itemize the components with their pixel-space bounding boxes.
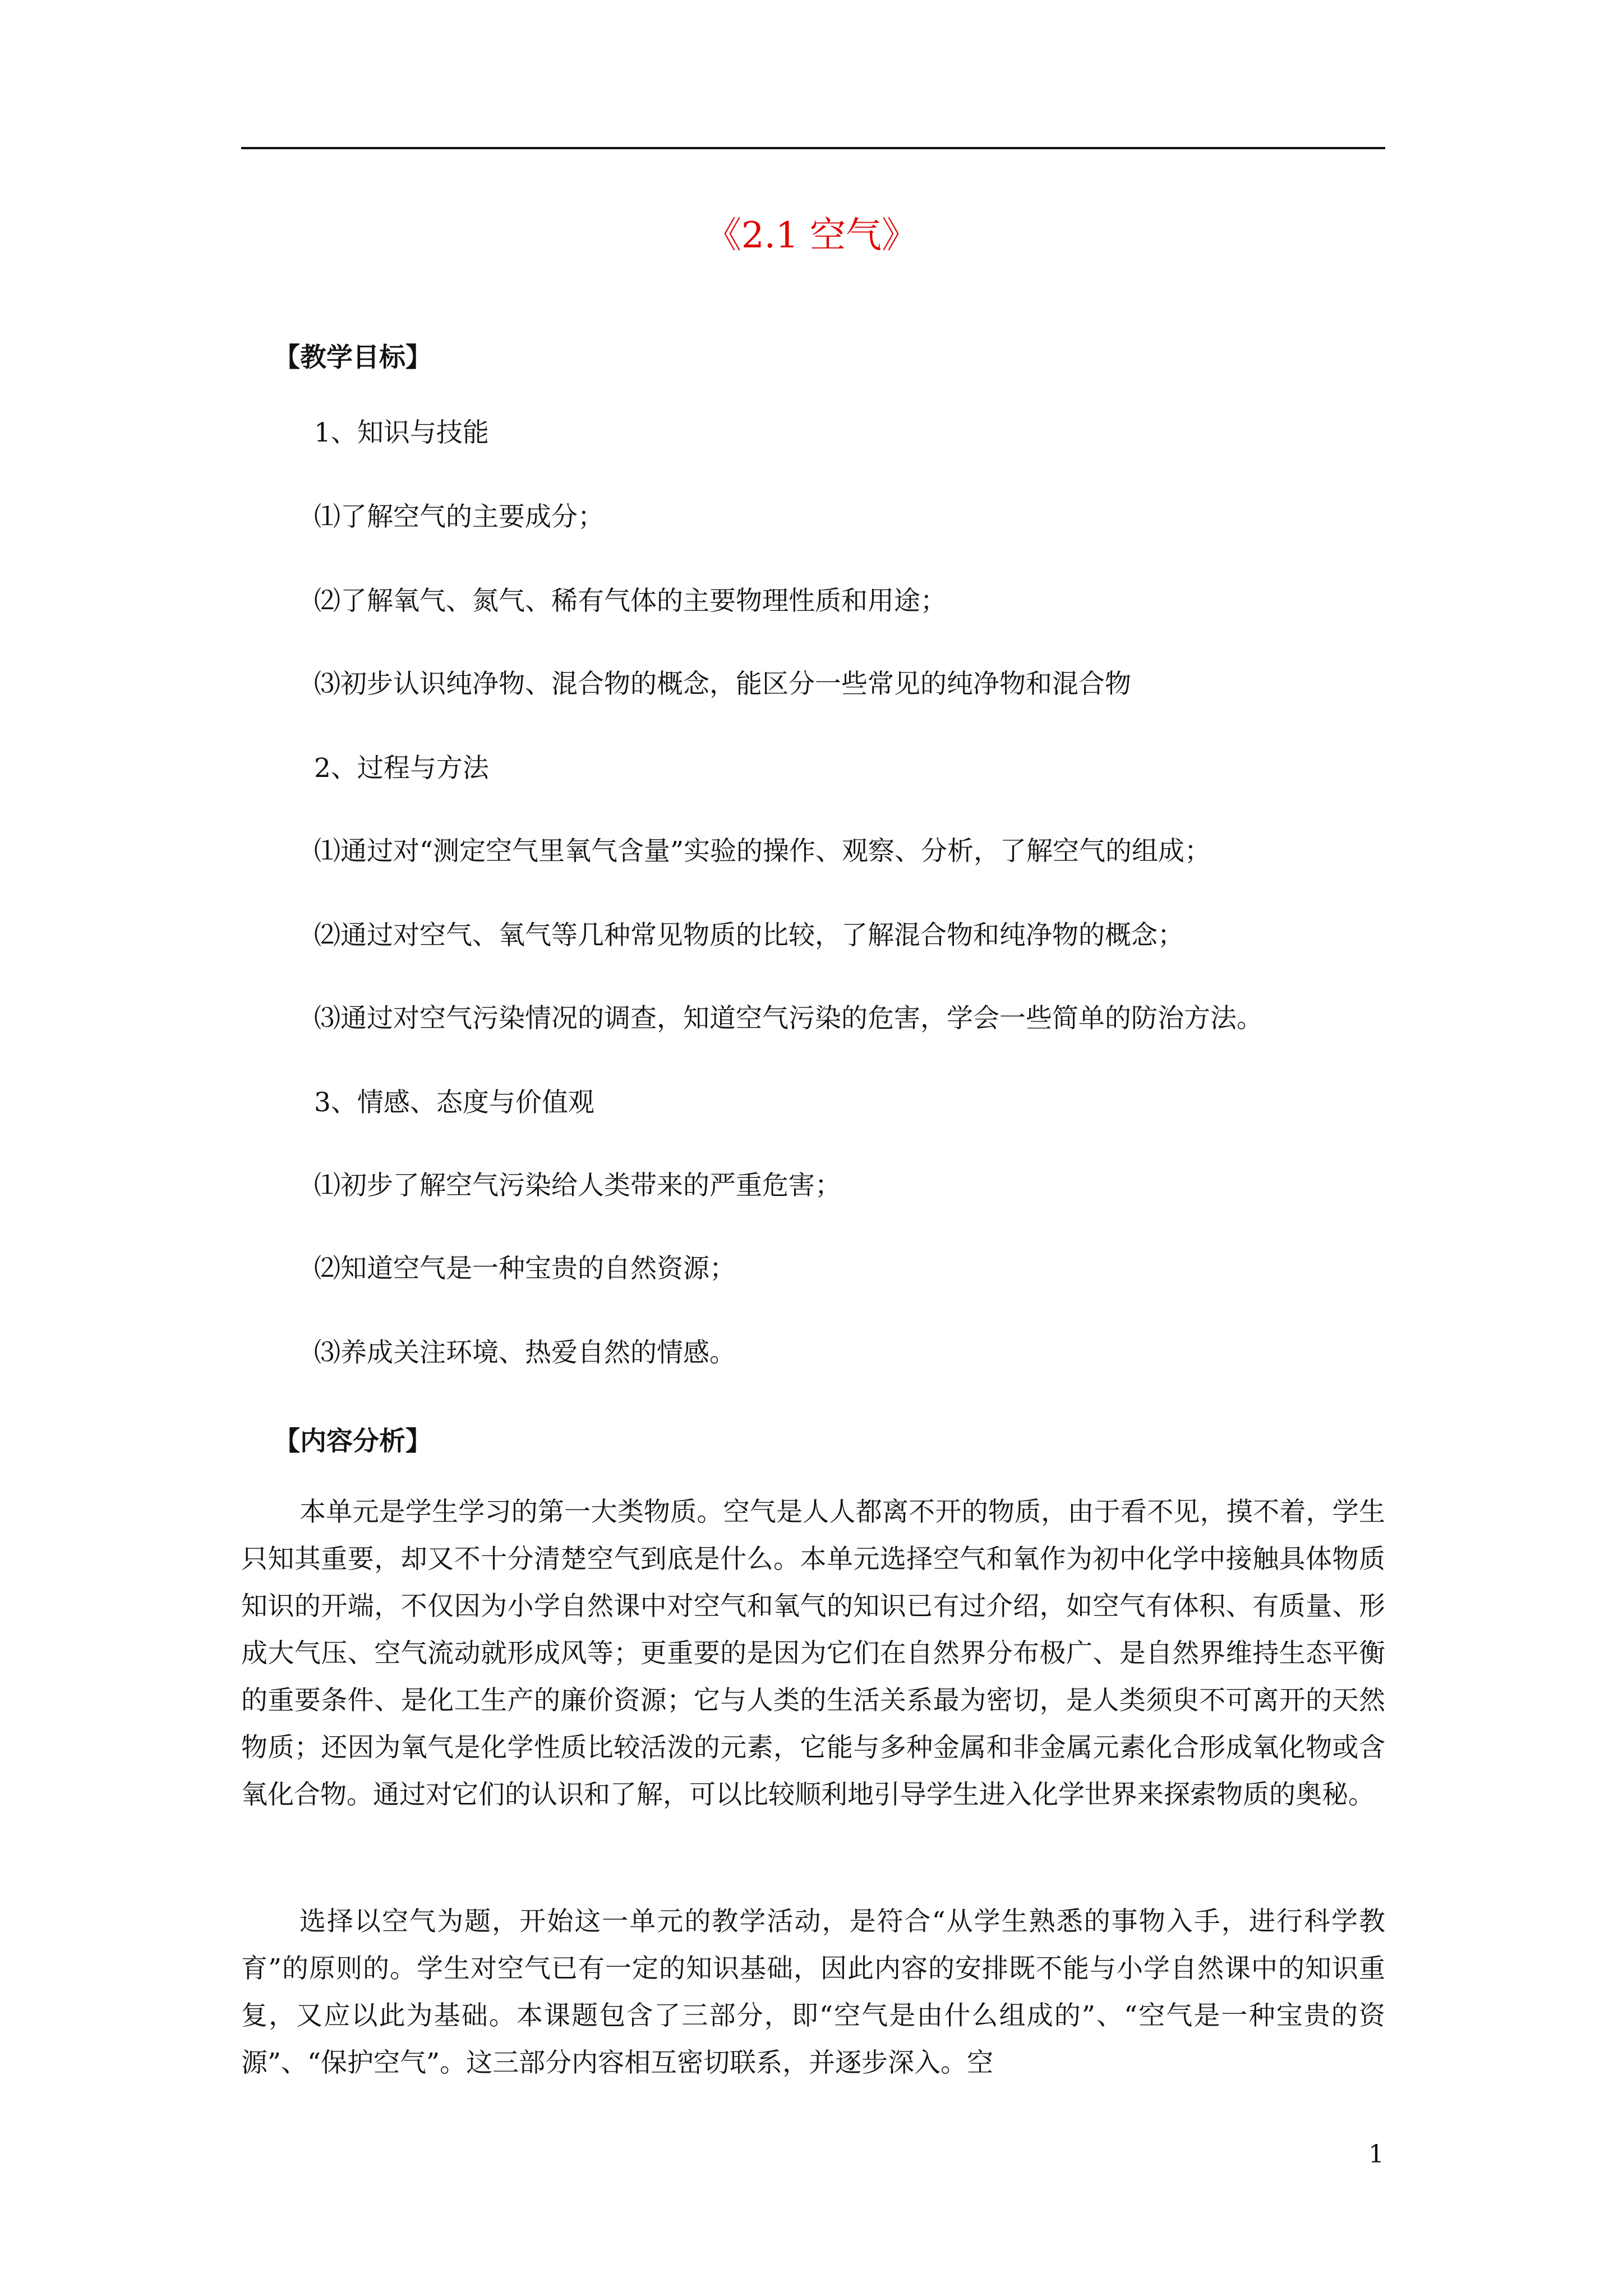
objective-group-heading-3: 3、情感、态度与价值观 <box>314 1087 594 1118</box>
objective-item: ⑶养成关注环境、热爱自然的情感。 <box>314 1337 736 1368</box>
objective-item: ⑴了解空气的主要成分； <box>314 501 604 532</box>
objective-item: ⑵知道空气是一种宝贵的自然资源； <box>314 1253 736 1284</box>
page-number: 1 <box>1368 2140 1384 2169</box>
analysis-paragraph: 本单元是学生学习的第一大类物质。空气是人人都离不开的物质，由于看不见，摸不着，学生只知其重要，却又不十分清楚空气到底是什么。本单元选择空气和氧作为初中化学中接触具体物质知识的开端，不仅因为小学自然课中对空气和氧气的知识已有过介绍，如空气有体积、有质量、形成大气压、空气流动就形成风等；更重要的是因为它们在自然界分布极广、是自然界维持生态平衡的重要条件、是化工生产的廉价资源；它与人类的生活关系最为密切，是人类须臾不可离开的天然物质；还因为氧气是化学性质比较活泼的元素，它能与多种金属和非金属元素化合形成氧化物或含氧化合物。通过对它们的认识和了解，可以比较顺利地引导学生进入化学世界来探索物质的奥秘。 <box>241 1497 1385 1810</box>
section-heading-analysis: 【内容分析】 <box>274 1426 432 1457</box>
objective-group-heading-1: 1、知识与技能 <box>314 417 489 448</box>
document-title: 《2.1 空气》 <box>705 215 918 256</box>
objective-item: ⑶通过对空气污染情况的调查，知道空气污染的危害，学会一些简单的防治方法。 <box>314 1003 1263 1034</box>
analysis-paragraph: 选择以空气为题，开始这一单元的教学活动，是符合“从学生熟悉的事物入手，进行科学教育”的原则的。学生对空气已有一定的知识基础，因此内容的安排既不能与小学自然课中的知识重复，又应以此为基础。本课题包含了三部分，即“空气是由什么组成的”、“空气是一种宝贵的资源”、“保护空气”。这三部分内容相互密切联系，并逐步深入。空 <box>241 1906 1385 2078</box>
header-rule <box>241 147 1385 149</box>
objective-item: ⑵了解氧气、氮气、稀有气体的主要物理性质和用途； <box>314 586 947 616</box>
objective-item: ⑴初步了解空气污染给人类带来的严重危害； <box>314 1170 841 1201</box>
objective-item: ⑴通过对“测定空气里氧气含量”实验的操作、观察、分析，了解空气的组成； <box>314 836 1211 867</box>
objective-item: ⑵通过对空气、氧气等几种常见物质的比较，了解混合物和纯净物的概念； <box>314 920 1184 951</box>
section-heading-objectives: 【教学目标】 <box>274 342 432 373</box>
objective-group-heading-2: 2、过程与方法 <box>314 753 489 784</box>
objective-item: ⑶初步认识纯净物、混合物的概念，能区分一些常见的纯净物和混合物 <box>314 669 1131 700</box>
